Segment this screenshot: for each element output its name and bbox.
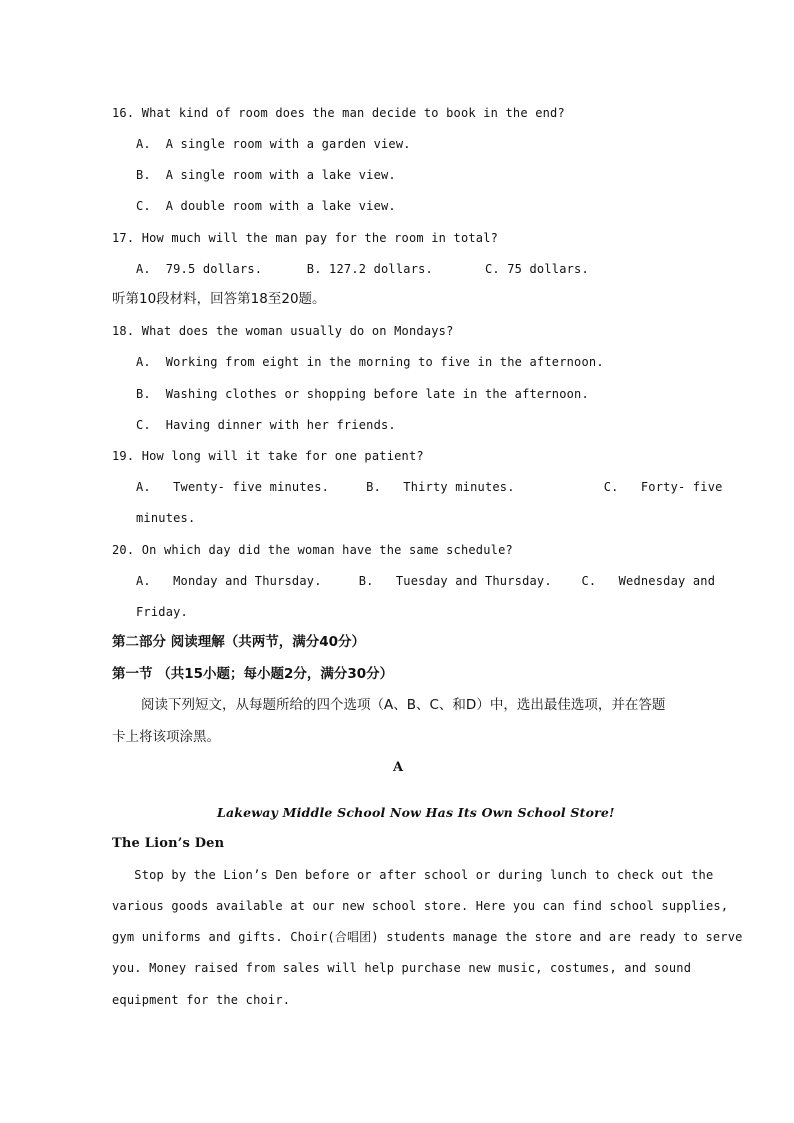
reading-instruction-continued: 卡上将该项涂黑。 bbox=[112, 729, 220, 745]
question-19-stem: 19. How long will it take for one patient? bbox=[112, 449, 424, 463]
question-19-options: A. Twenty- five minutes. B. Thirty minutes. C. Forty- five bbox=[136, 480, 723, 494]
question-16-option-b: B. A single room with a lake view. bbox=[136, 168, 396, 182]
question-20-stem: 20. On which day did the woman have the same schedule? bbox=[112, 543, 513, 557]
section-instruction-10: 听第10段材料，回答第18至20题。 bbox=[112, 291, 326, 307]
passage-line: equipment for the choir. bbox=[112, 993, 291, 1007]
question-18-stem: 18. What does the woman usually do on Mondays? bbox=[112, 324, 454, 338]
reading-instruction: 阅读下列短文，从每题所给的四个选项（A、B、C、和D）中，选出最佳选项，并在答题 bbox=[141, 697, 666, 713]
question-17-options: A. 79.5 dollars. B. 127.2 dollars. C. 75 dollars. bbox=[136, 262, 589, 276]
part2-heading: 第二部分 阅读理解（共两节，满分40分） bbox=[112, 634, 365, 650]
passage-line: Stop by the Lion’s Den before or after school or during lunch to check out the bbox=[112, 868, 714, 882]
passage-line: gym uniforms and gifts. Choir(合唱团) students manage the store and are ready to serve bbox=[112, 930, 743, 944]
question-18-option-a: A. Working from eight in the morning to five in the afternoon. bbox=[136, 355, 604, 369]
question-16-stem: 16. What kind of room does the man decide to book in the end? bbox=[112, 106, 565, 120]
passage-title: Lakeway Middle School Now Has Its Own School Store! bbox=[217, 805, 615, 820]
passage-subheading: The Lion’s Den bbox=[112, 836, 225, 851]
question-20-options: A. Monday and Thursday. B. Tuesday and Thursday. C. Wednesday and bbox=[136, 574, 716, 588]
question-20-options-continued: Friday. bbox=[136, 605, 188, 619]
question-16-option-c: C. A double room with a lake view. bbox=[136, 199, 396, 213]
passage-letter: A bbox=[393, 760, 404, 775]
section1-heading: 第一节 （共15小题；每小题2分，满分30分） bbox=[112, 666, 394, 682]
passage-line: various goods available at our new school store. Here you can find school supplies, bbox=[112, 899, 729, 913]
question-18-option-b: B. Washing clothes or shopping before late in the afternoon. bbox=[136, 387, 589, 401]
question-18-option-c: C. Having dinner with her friends. bbox=[136, 418, 396, 432]
question-16-option-a: A. A single room with a garden view. bbox=[136, 137, 411, 151]
question-17-stem: 17. How much will the man pay for the room in total? bbox=[112, 231, 499, 245]
question-19-options-continued: minutes. bbox=[136, 511, 196, 525]
passage-line: you. Money raised from sales will help purchase new music, costumes, and sound bbox=[112, 961, 692, 975]
